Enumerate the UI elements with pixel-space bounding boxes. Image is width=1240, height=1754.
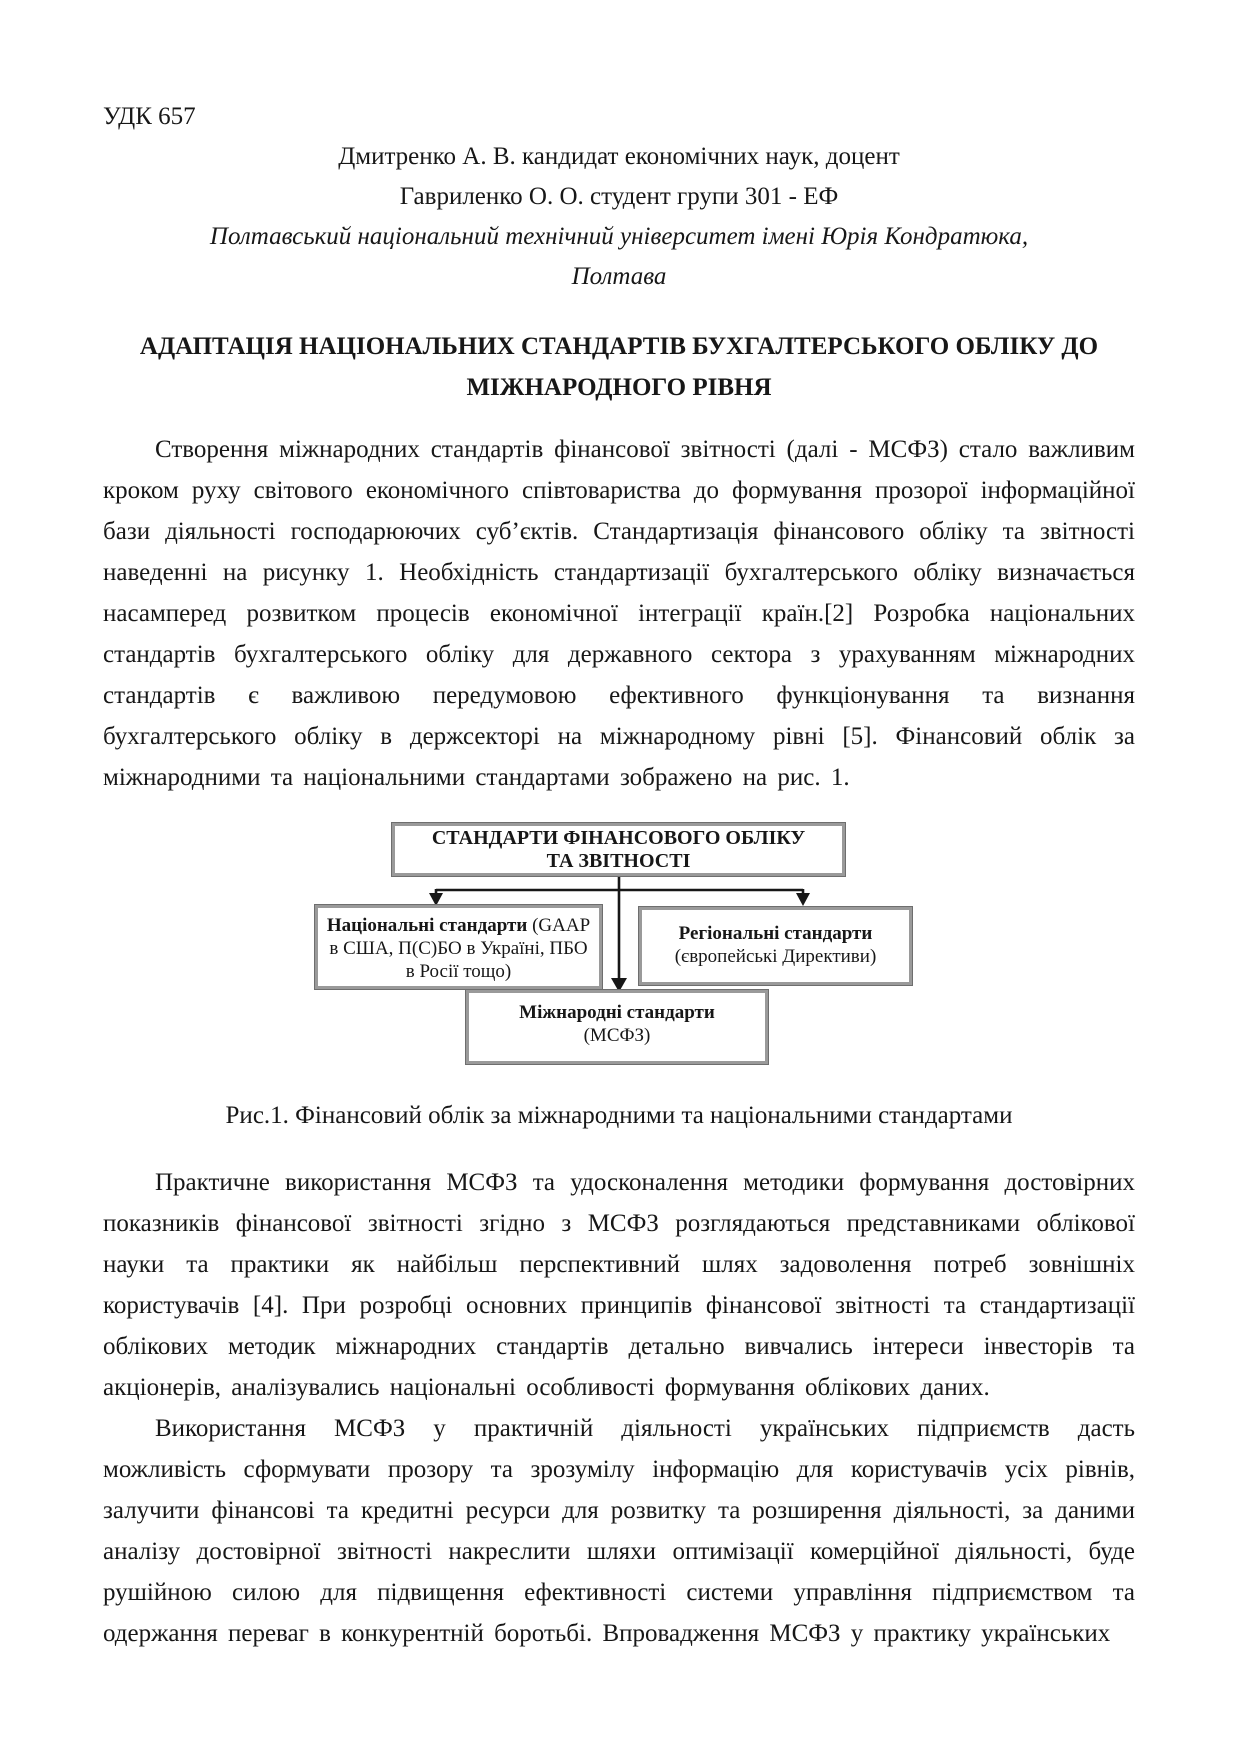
author-line-1: Дмитренко А. В. кандидат економічних наук, доцент (338, 143, 900, 170)
paragraph-2: Практичне використання МСФЗ та удосконалення методики формування достовірних показників фінансової звітності згідно з МСФЗ розглядаються представниками облікової науки та практики як найбільш перспективний шлях задоволення потреб зовнішніх користувачів [4]. При розробці основних принципів фінансової звітності та стандартизації облікових методик міжнародних стандартів детально вивчались інтереси інвесторів та акціонерів, аналізувались національні особливості формування облікових даних. (103, 1169, 1135, 1401)
paragraph-3: Використання МСФЗ у практичній діяльності українських підприємств дасть можливість сформувати прозору та зрозумілу інформацію для користувачів усіх рівнів, залучити фінансові та кредитні ресурси для розвитку та розширення діяльності, за даними аналізу достовірної звітності накреслити шляхи оптимізації комерційної діяльності, буде рушійною силою для підвищення ефективності системи управління підприємством та одержання переваг в конкурентній боротьбі. Впровадження МСФЗ у практику українських (103, 1415, 1135, 1647)
diagram-box-international-detail: (МСФЗ) (583, 1025, 651, 1046)
figure-caption: Рис.1. Фінансовий облік за міжнародними та національними стандартами (225, 1102, 1013, 1129)
diagram-box-international-label: Міжнародні стандарти (519, 1002, 715, 1023)
diagram-box-national (315, 905, 602, 989)
arrow-to-regional-standards (796, 889, 810, 906)
affiliation-line-1: Полтавський національний технічний університет імені Юрія Кондратюка, (209, 223, 1029, 250)
author-line-2: Гавриленко О. О. студент групи 301 - ЕФ (399, 183, 839, 210)
affiliation-line-2: Полтава (571, 263, 667, 290)
diagram-box-regional (639, 907, 912, 985)
paragraph-1: Створення міжнародних стандартів фінансової звітності (далі - МСФЗ) стало важливим кроком руху світового економічного співтовариства до формування прозорої інформаційної бази діяльності господарюючих суб’єктів. Стандартизація фінансового обліку та звітності наведенні на рисунку 1. Необхідність стандартизації бухгалтерського обліку визначається насамперед розвитком процесів економічної інтеграції країн.[2] Розробка національних стандартів бухгалтерського обліку для державного сектора з урахуванням міжнародних стандартів є важливою передумовою ефективного функціонування та визнання бухгалтерського обліку в держсекторі на міжнародному рівні [5]. Фінансовий облік за міжнародними та національними стандартами зображено на рис. 1. (103, 436, 1135, 791)
diagram-box-standards (392, 823, 845, 876)
diagram-box-national-label: Національні стандарти (326, 915, 528, 936)
diagram-box-international (466, 990, 768, 1064)
figure-1-diagram (103, 823, 1135, 1065)
diagram-box-national-detail: (GAAP в США, П(С)БО в Україні, ПБО в Росії тощо) (329, 915, 591, 982)
article-title: АДАПТАЦІЯ НАЦІОНАЛЬНИХ СТАНДАРТІВ БУХГАЛТЕРСЬКОГО ОБЛІКУ ДО МІЖНАРОДНОГО РІВНЯ (139, 333, 1099, 401)
text-column (103, 96, 1135, 1654)
diagram-box-regional-label: Регіональні стандарти (678, 923, 873, 944)
arrow-to-international-standards (611, 876, 627, 992)
diagram-box-regional-detail: (європейські Директиви) (674, 946, 877, 967)
diagram-box-standards-label: СТАНДАРТИ ФІНАНСОВОГО ОБЛІКУ ТА ЗВІТНОСТІ (431, 826, 806, 872)
udc-code: УДК 657 (103, 103, 196, 130)
arrow-to-national-standards (429, 889, 443, 906)
